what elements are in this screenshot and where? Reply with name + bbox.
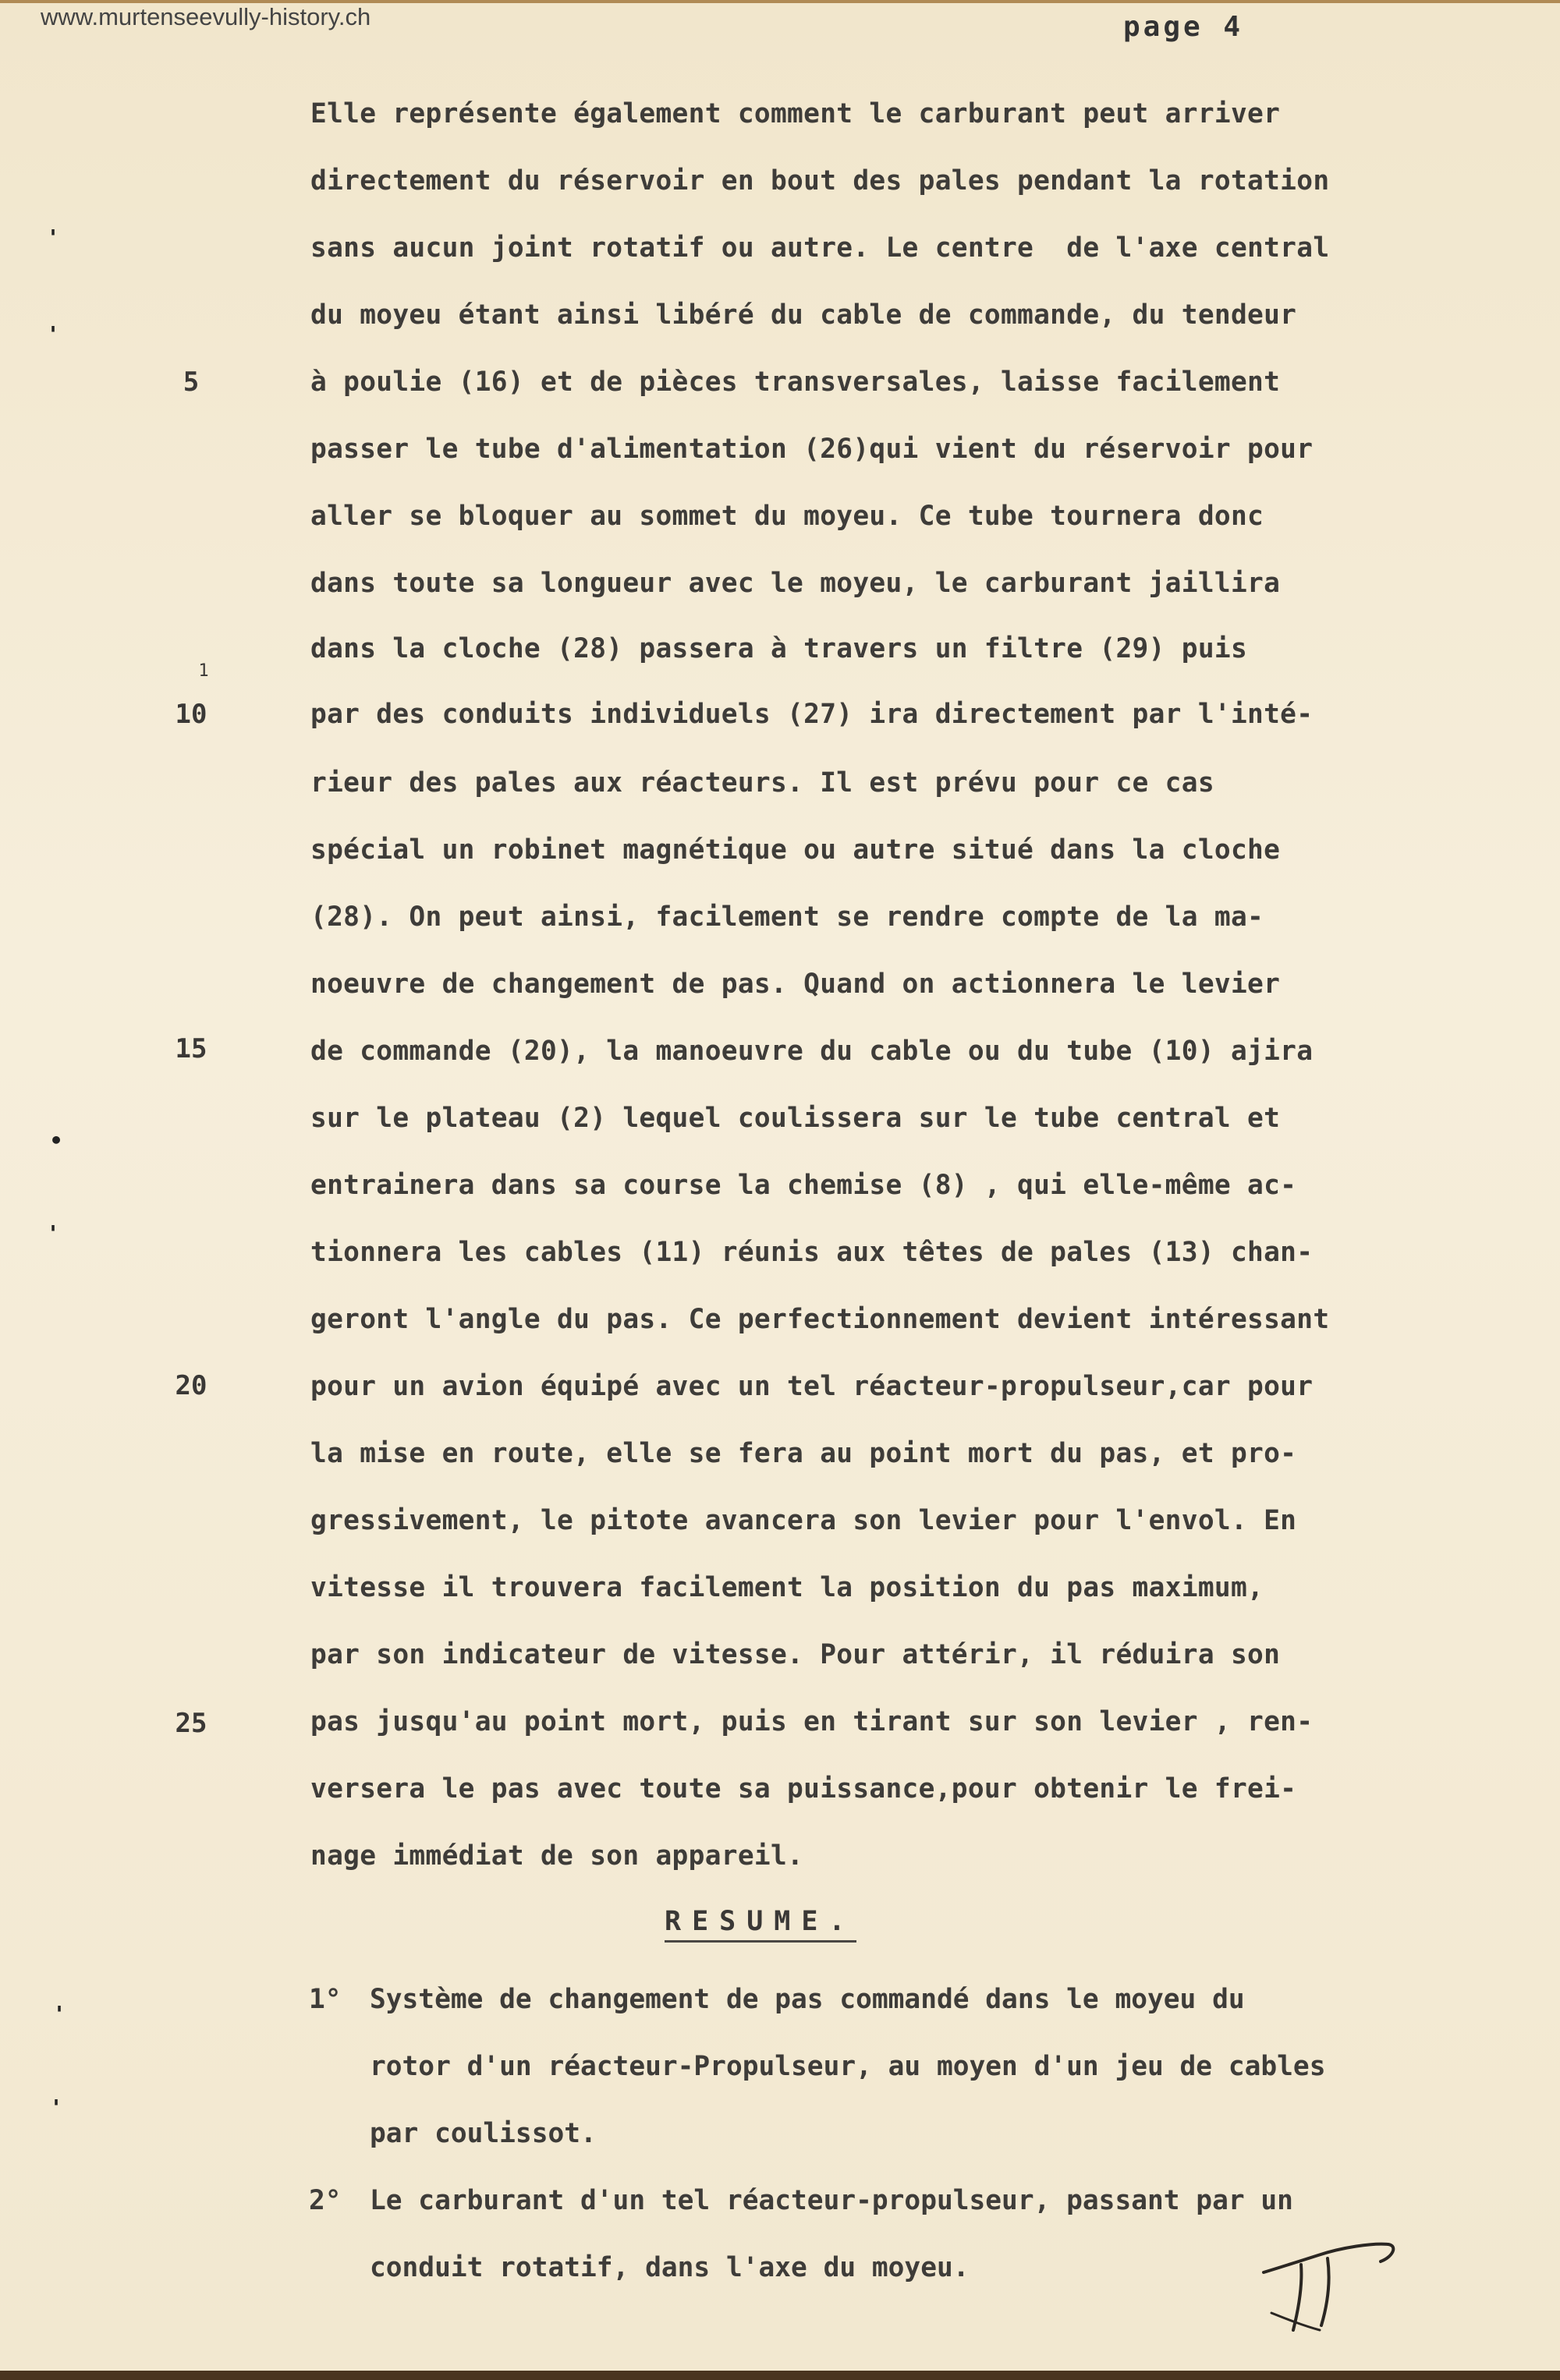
body-line: vitesse il trouvera facilement la position du pas maximum,	[310, 1572, 1264, 1603]
source-url: www.murtenseevully-history.ch	[41, 3, 371, 30]
body-line: Elle représente également comment le carburant peut arriver	[310, 98, 1281, 129]
body-line: par son indicateur de vitesse. Pour attérir, il réduira son	[310, 1639, 1281, 1670]
resume-heading: RESUME.	[665, 1906, 856, 1943]
line-number-5: 5	[183, 367, 200, 398]
margin-mark: '	[46, 225, 60, 250]
body-line: versera le pas avec toute sa puissance,pour obtenir le frei-	[310, 1773, 1297, 1804]
body-line: la mise en route, elle se fera au point mort du pas, et pro-	[310, 1438, 1297, 1469]
body-line: spécial un robinet magnétique ou autre situé dans la cloche	[310, 834, 1281, 866]
body-line: pas jusqu'au point mort, puis en tirant sur son levier , ren-	[310, 1706, 1314, 1737]
body-line: geront l'angle du pas. Ce perfectionnement devient intéressant	[310, 1304, 1330, 1335]
line-number-20: 20	[175, 1370, 207, 1401]
body-line: aller se bloquer au sommet du moyeu. Ce tube tournera donc	[310, 501, 1264, 532]
body-line: entrainera dans sa course la chemise (8) , qui elle-même ac-	[310, 1170, 1297, 1201]
page-bottom-edge	[0, 2371, 1560, 2380]
resume-item-number: 1°	[309, 1984, 342, 2015]
body-line: (28). On peut ainsi, facilement se rendre compte de la ma-	[310, 901, 1264, 933]
body-line: nage immédiat de son appareil.	[310, 1840, 804, 1872]
body-line: du moyeu étant ainsi libéré du cable de commande, du tendeur	[310, 299, 1297, 331]
body-line: dans la cloche (28) passera à travers un filtre (29) puis	[310, 633, 1248, 664]
body-line: dans toute sa longueur avec le moyeu, le carburant jaillira	[310, 568, 1281, 599]
resume-item-line: par coulissot.	[370, 2118, 597, 2149]
line-number-25: 25	[175, 1708, 207, 1739]
margin-mark: '	[46, 321, 60, 347]
body-line: pour un avion équipé avec un tel réacteur-propulseur,car pour	[310, 1371, 1314, 1402]
body-line: sur le plateau (2) lequel coulissera sur le tube central et	[310, 1103, 1281, 1134]
body-line: gressivement, le pitote avancera son levier pour l'envol. En	[310, 1505, 1297, 1536]
line-number-15: 15	[175, 1033, 207, 1064]
margin-mark: •	[49, 1128, 63, 1153]
line-number-10-tick: 1	[198, 661, 209, 681]
margin-mark: '	[52, 2001, 66, 2027]
page-number: page 4	[1123, 11, 1244, 43]
resume-item-number: 2°	[309, 2185, 342, 2216]
margin-mark: '	[46, 1220, 60, 1246]
body-line: directement du réservoir en bout des pales pendant la rotation	[310, 165, 1330, 197]
body-line: par des conduits individuels (27) ira directement par l'inté-	[310, 699, 1314, 730]
handwritten-initials-signature	[1256, 2238, 1404, 2339]
line-number-10: 10	[175, 699, 207, 730]
body-line: passer le tube d'alimentation (26)qui vient du réservoir pour	[310, 434, 1314, 465]
body-line: sans aucun joint rotatif ou autre. Le centre de l'axe central	[310, 232, 1330, 264]
resume-item-line: Système de changement de pas commandé dans le moyeu du	[370, 1984, 1245, 2015]
body-line: noeuvre de changement de pas. Quand on actionnera le levier	[310, 969, 1281, 1000]
resume-item-line: rotor d'un réacteur-Propulseur, au moyen d'un jeu de cables	[370, 2051, 1326, 2082]
body-line: de commande (20), la manoeuvre du cable ou du tube (10) ajira	[310, 1036, 1314, 1067]
body-line: à poulie (16) et de pièces transversales, laisse facilement	[310, 367, 1281, 398]
body-line: tionnera les cables (11) réunis aux têtes de pales (13) chan-	[310, 1237, 1314, 1268]
resume-item-line: conduit rotatif, dans l'axe du moyeu.	[370, 2252, 970, 2283]
body-line: rieur des pales aux réacteurs. Il est prévu pour ce cas	[310, 767, 1214, 799]
resume-item-line: Le carburant d'un tel réacteur-propulseur, passant par un	[370, 2185, 1293, 2216]
margin-mark: '	[49, 2095, 63, 2120]
